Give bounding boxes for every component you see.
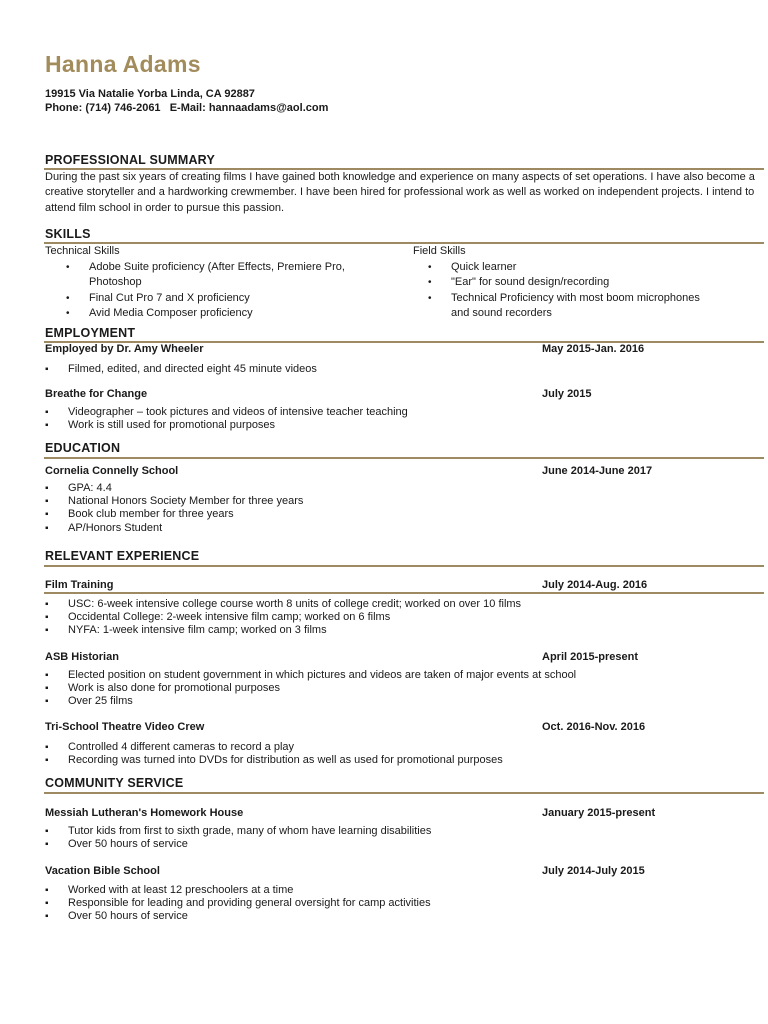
entry-title: Cornelia Connelly School <box>45 465 179 477</box>
entry-title: Employed by Dr. Amy Wheeler <box>45 343 204 355</box>
list-item: ▪ Recording was turned into DVDs for distribution as well as used for promotional purposes <box>45 754 503 767</box>
list-item: • Technical Proficiency with most boom microphones and sound recorders <box>407 291 707 322</box>
contact-address: 19915 Via Natalie Yorba Linda, CA 92887 <box>45 88 255 100</box>
list-item: ▪ National Honors Society Member for three years <box>45 495 303 508</box>
section-divider <box>44 565 764 567</box>
entry-date: July 2014-Aug. 2016 <box>542 579 648 591</box>
list-item: ▪ Worked with at least 12 preschoolers at a time <box>45 884 431 897</box>
section-divider <box>44 592 764 594</box>
list-item: ▪ Book club member for three years <box>45 508 303 521</box>
list-item: ▪ Over 50 hours of service <box>45 910 431 923</box>
list-item: ▪ Tutor kids from first to sixth grade, many of whom have learning disabilities <box>45 825 431 838</box>
list-item: ▪ Work is also done for promotional purposes <box>45 682 576 695</box>
list-item: ▪ Videographer – took pictures and videos of intensive teacher teaching <box>45 406 408 419</box>
list-item: ▪ Over 25 films <box>45 695 576 708</box>
summary-text: During the past six years of creating films I have gained both knowledge and experience on many aspects of set operations. I have also become a creative storyteller and a hardworking crewmember. I have been hired for professional work as well as worked on independent projects. I intend to attend film school in order to pursue this passion. <box>45 171 755 214</box>
entry-title: Film Training <box>45 579 114 591</box>
list-item: • Final Cut Pro 7 and X proficiency <box>45 291 375 306</box>
entry-bullets <box>45 482 303 535</box>
entry-date: May 2015-Jan. 2016 <box>542 343 645 355</box>
list-item: ▪ Filmed, edited, and directed eight 45 minute videos <box>45 362 317 377</box>
list-item: ▪ Elected position on student government in which pictures and videos are taken of major events at school <box>45 669 576 682</box>
list-item: ▪ Over 50 hours of service <box>45 838 431 851</box>
list-item: ▪ Controlled 4 different cameras to record a play <box>45 741 503 754</box>
entry-bullets <box>45 741 503 767</box>
section-heading-employment: EMPLOYMENT <box>45 326 136 340</box>
list-item: • "Ear" for sound design/recording <box>407 275 707 290</box>
entry-date: Oct. 2016-Nov. 2016 <box>542 721 646 733</box>
technical-skills-label: Technical Skills <box>45 245 120 257</box>
entry-date: June 2014-June 2017 <box>542 465 653 477</box>
entry-bullets <box>45 669 576 709</box>
entry-date: April 2015-present <box>542 651 638 663</box>
list-item: ▪ Occidental College: 2-week intensive film camp; worked on 6 films <box>45 611 521 624</box>
entry-title: Tri-School Theatre Video Crew <box>45 721 205 733</box>
entry-date: July 2014-July 2015 <box>542 865 645 877</box>
field-skills-label: Field Skills <box>413 245 466 257</box>
section-heading-skills: SKILLS <box>45 227 91 241</box>
list-item: ▪ GPA: 4.4 <box>45 482 303 495</box>
list-item: ▪ USC: 6-week intensive college course worth 8 units of college credit; worked on over 10 films <box>45 598 521 611</box>
list-item: ▪ NYFA: 1-week intensive film camp; worked on 3 films <box>45 624 521 637</box>
section-divider <box>44 242 764 244</box>
section-heading-summary: PROFESSIONAL SUMMARY <box>45 153 215 167</box>
entry-date: July 2015 <box>542 388 592 400</box>
section-heading-relevant-experience: RELEVANT EXPERIENCE <box>45 549 200 563</box>
list-item: ▪ AP/Honors Student <box>45 522 303 535</box>
entry-title: Messiah Lutheran's Homework House <box>45 807 244 819</box>
section-divider <box>44 457 764 459</box>
entry-bullets <box>45 825 431 851</box>
field-skills-list <box>407 260 707 322</box>
contact-phone-email: Phone: (714) 746-2061 E-Mail: hannaadams@aol.com <box>45 102 329 114</box>
section-divider <box>44 792 764 794</box>
technical-skills-list <box>45 260 375 322</box>
entry-bullets <box>45 598 521 638</box>
list-item: • Quick learner <box>407 260 707 275</box>
entry-title: Breathe for Change <box>45 388 148 400</box>
section-heading-community-service: COMMUNITY SERVICE <box>45 776 184 790</box>
entry-bullets <box>45 362 317 377</box>
resume-name: Hanna Adams <box>45 51 201 77</box>
entry-date: January 2015-present <box>542 807 656 819</box>
list-item: ▪ Responsible for leading and providing general oversight for camp activities <box>45 897 431 910</box>
entry-title: ASB Historian <box>45 651 119 663</box>
list-item: • Adobe Suite proficiency (After Effects, Premiere Pro, Photoshop <box>45 260 375 291</box>
entry-bullets <box>45 406 408 432</box>
entry-title: Vacation Bible School <box>45 865 160 877</box>
list-item: • Avid Media Composer proficiency <box>45 306 375 321</box>
section-heading-education: EDUCATION <box>45 441 121 455</box>
entry-bullets <box>45 884 431 924</box>
list-item: ▪ Work is still used for promotional purposes <box>45 419 408 432</box>
